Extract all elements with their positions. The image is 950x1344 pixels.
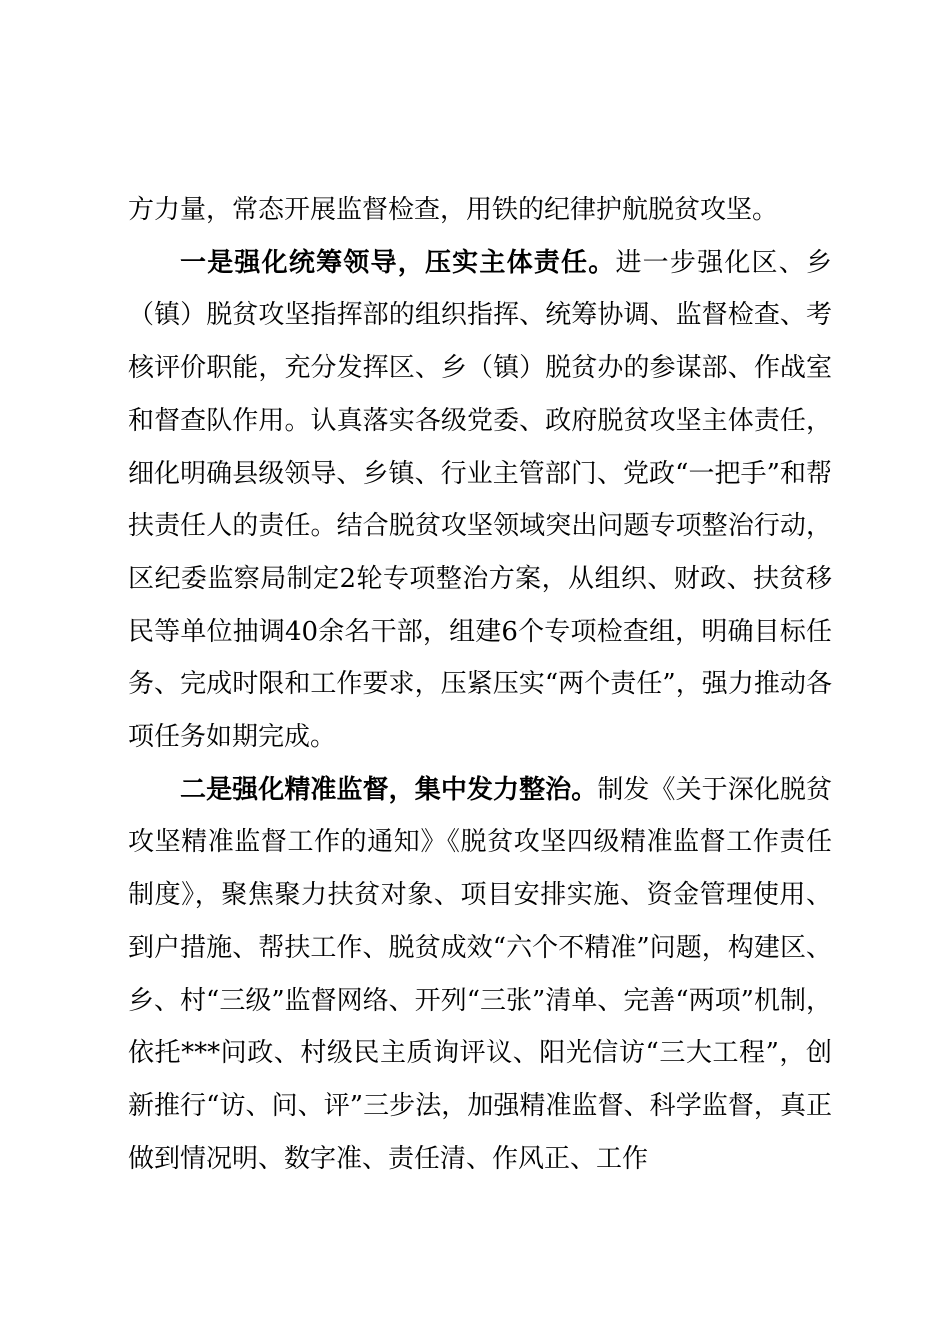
paragraph-continuation — [128, 184, 832, 237]
paragraph-lead: 二是强化精准监督，集中发力整治。 — [180, 774, 598, 805]
paragraph-text: 制发《关于深化脱贫攻坚精准监督工作的通知》《脱贫攻坚四级精准监督工作责任制度》，聚焦聚力扶贫对象、项目安排实施、资金管理使用、到户措施、帮扶工作、脱贫成效“六个不精准”问题，构建区、乡、村“三级”监督网络、开列“三张”清单、完善“两项”机制，依托***问政、村级民主质询评议、阳光信访“三大工程”，创新推行“访、问、评”三步法，加强精准监督、科学监督，真正做到情况明、数字准、责任清、作风正、工作 — [128, 774, 832, 1174]
paragraph-leadership — [128, 237, 832, 764]
paragraph-text: 方力量，常态开展监督检查，用铁的纪律护航脱贫攻坚。 — [128, 195, 779, 225]
paragraph-supervision — [128, 764, 832, 1186]
paragraph-lead: 一是强化统筹领导，压实主体责任。 — [180, 247, 616, 278]
document-body — [128, 184, 832, 1185]
paragraph-text: 进一步强化区、乡（镇）脱贫攻坚指挥部的组织指挥、统筹协调、监督检查、考核评价职能，充分发挥区、乡（镇）脱贫办的参谋部、作战室和督查队作用。认真落实各级党委、政府脱贫攻坚主体责任，细化明确县级领导、乡镇、行业主管部门、党政“一把手”和帮扶责任人的责任。结合脱贫攻坚领域突出问题专项整治行动，区纪委监察局制定2轮专项整治方案，从组织、财政、扶贫移民等单位抽调40余名干部，组建6个专项检查组，明确目标任务、完成时限和工作要求，压紧压实“两个责任”，强力推动各项任务如期完成。 — [128, 247, 832, 753]
